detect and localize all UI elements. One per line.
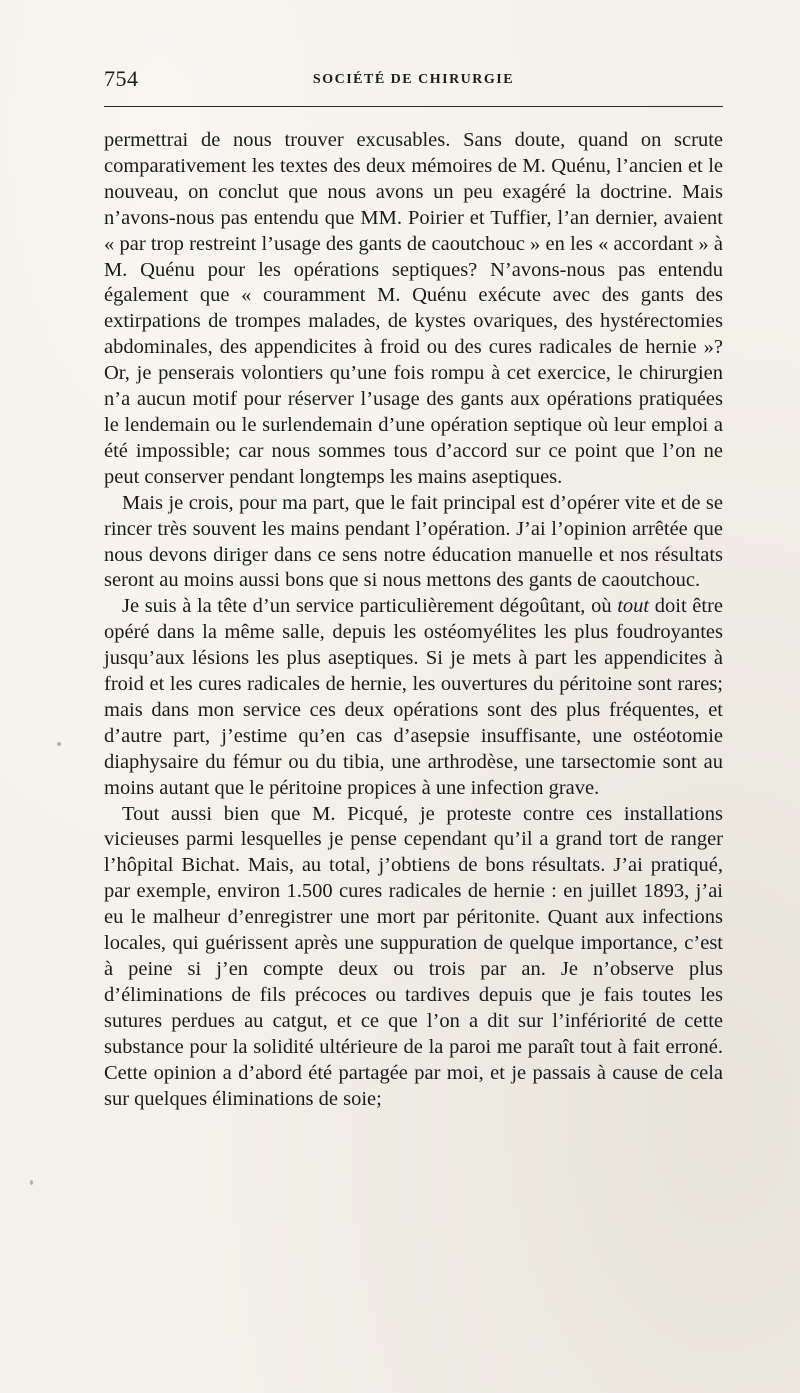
header-rule [104,106,723,107]
paragraph-3 [104,594,723,801]
paragraph-3-start: Je suis à la tête d’un service particulièrement dégoûtant, où [122,595,612,618]
paragraph-1: permettrai de nous trouver excusables. Sans doute, quand on scrute comparativement les textes des deux mémoires de M. Quénu, l’ancien et le nouveau, on conclut que nous avons un peu exagéré la doctrine. Mais n’avons-nous pas entendu que MM. Poirier et Tuffier, l’an dernier, avaient « par trop restreint l’usage des gants de caoutchouc » en les « accordant » à M. Quénu pour les opérations septiques? N’avons-nous pas entendu également que « couramment M. Quénu exécute avec des gants des extirpations de trompes malades, de kystes ovariques, des hystérectomies abdominales, des appendicites à froid ou des cures radicales de hernie »? Or, je penserais volontiers qu’une fois rompu à cet exercice, le chirurgien n’a aucun motif pour réserver l’usage des gants aux opérations pratiquées le lendemain ou le surlendemain d’une opération septique où leur emploi a été impossible; car nous sommes tous d’accord sur ce point que l’on ne peut conserver pendant longtemps les mains aseptiques. [104,129,723,488]
page-number: 754 [104,66,139,91]
page-header [104,66,723,98]
paragraph-4: Tout aussi bien que M. Picqué, je proteste contre ces installations vicieuses parmi lesquelles je pense cependant qu’il a grand tort de ranger l’hôpital Bichat. Mais, au total, j’obtiens de bons résultats. J’ai pratiqué, par exemple, environ 1.500 cures radicales de hernie : en juillet 1893, j’ai eu le malheur d’enregistrer une mort par péritonite. Quant aux infections locales, qui guérissent après une suppuration de quelque importance, c’est à peine si j’en compte deux ou trois par an. Je n’observe plus d’éliminations de fils précoces ou tardives depuis que je fais toutes les sutures perdues au catgut, et ce que l’on a dit sur l’infériorité de cette substance pour la solidité ultérieure de la paroi me paraît tout à fait erroné. Cette opinion a d’abord été partagée par moi, et je passais à cause de cela sur quelques éliminations de soie; [104,802,723,1110]
paragraph-3-rest: doit être opéré dans la même salle, depuis les ostéomyélites les plus foudroyantes jusqu’aux lésions les plus aseptiques. Si je mets à part les appendicites à froid et les cures radicales de hernie, les ouvertures du péritoine sont rares; mais dans mon service ces deux opérations sont des plus fréquentes, et d’autre part, j’estime qu’en cas d’asepsie insuffisante, une ostéotomie diaphysaire du fémur ou du tibia, une arthrodèse, une tarsectomie sont au moins autant que le péritoine propices à une infection grave. [104,595,724,799]
paragraph-2: Mais je crois, pour ma part, que le fait principal est d’opérer vite et de se rincer très souvent les mains pendant l’opération. J’ai l’opinion arrêtée que nous devons diriger dans ce sens notre éducation manuelle et nos résultats seront au moins aussi bons que si nous mettons des gants de caoutchouc. [104,491,723,592]
italic-word: tout [617,595,650,618]
paper-speck [30,1180,33,1185]
paper-speck [57,742,61,746]
body-text [104,128,723,1112]
running-head: SOCIÉTÉ DE CHIRURGIE [312,72,515,87]
